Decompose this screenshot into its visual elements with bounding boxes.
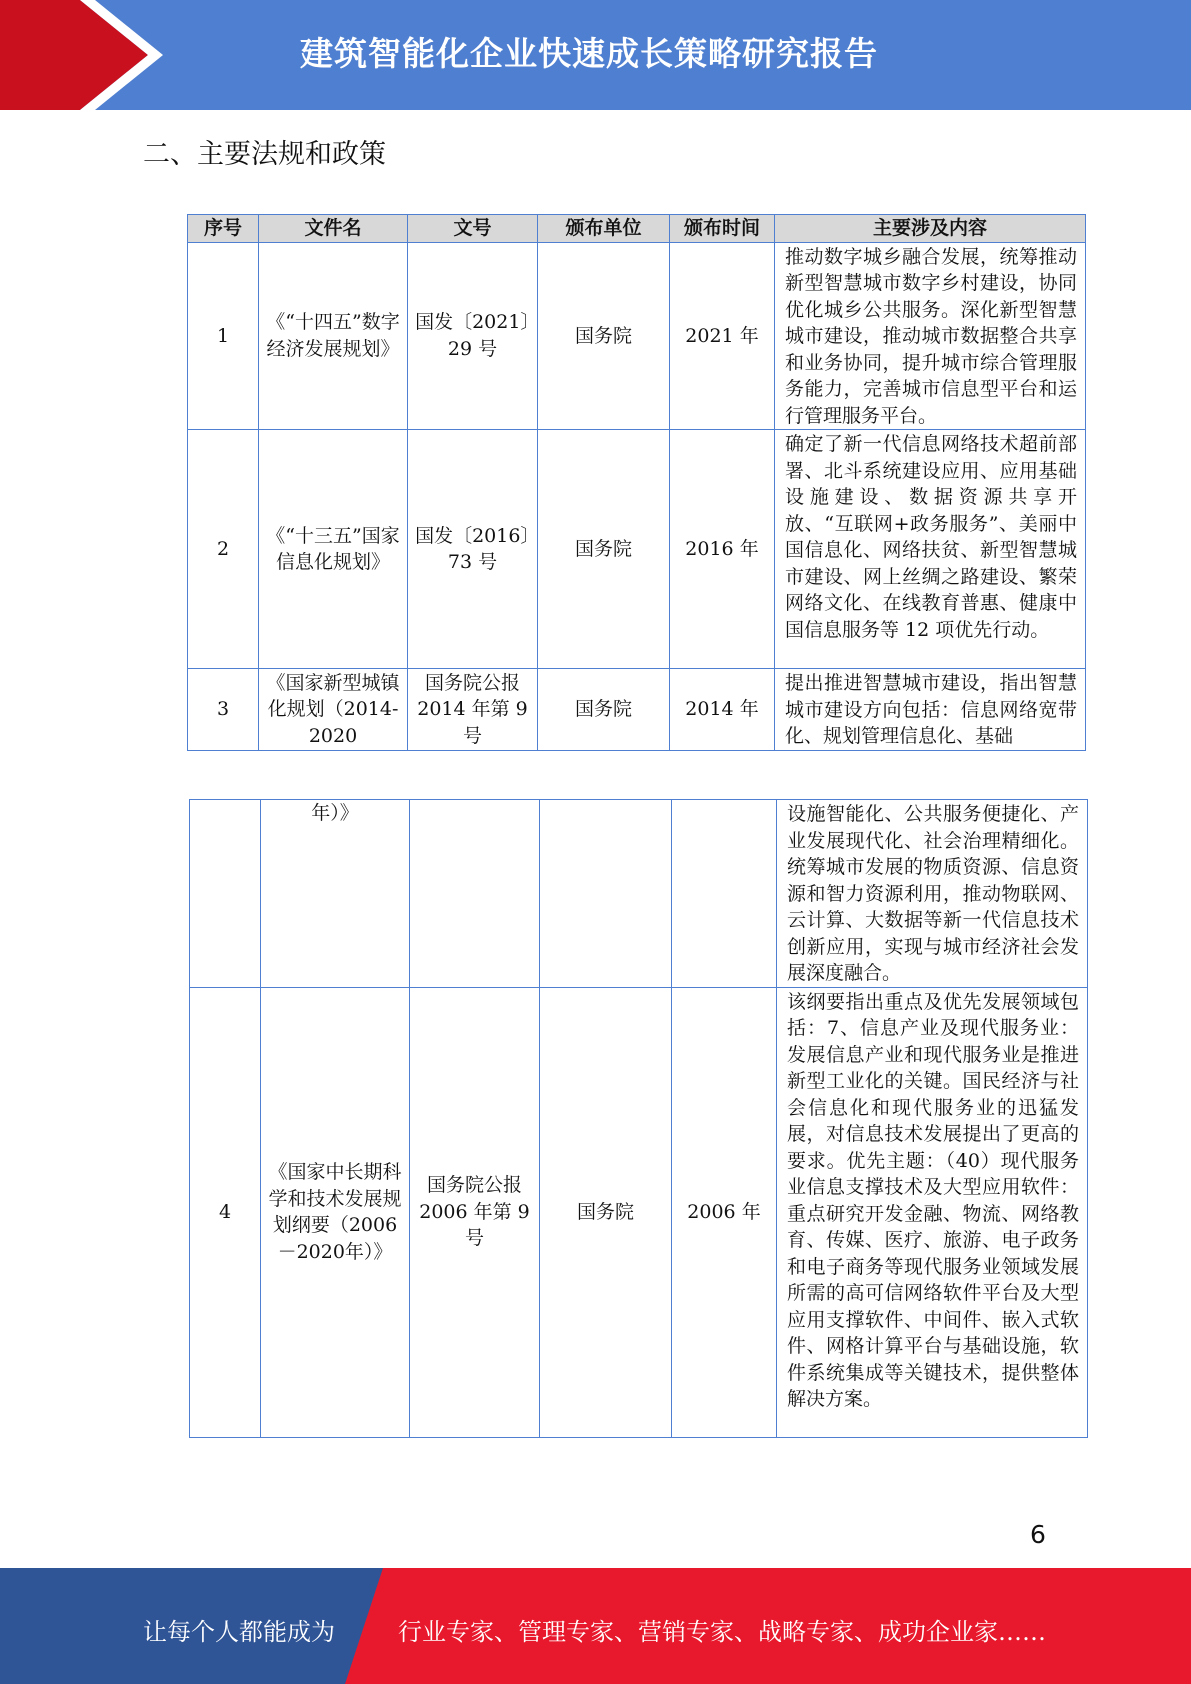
document-number: 国务院公报 2006 年第 9 号 [410,987,540,1437]
column-header: 文号 [408,215,538,243]
row-number: 3 [188,669,259,751]
document-name: 《国家中长期科学和技术发展规划纲要（2006－2020年）》 [261,987,410,1437]
document-number: 国务院公报 2014 年第 9 号 [408,669,538,751]
column-header: 颁布时间 [670,215,775,243]
issuer: 国务院 [538,430,670,669]
document-name: 《国家新型城镇化规划（2014-2020 [259,669,408,751]
issue-date: 2016 年 [670,430,775,669]
document-name: 《“十四五”数字经济发展规划》 [259,242,408,430]
issue-date [672,800,777,988]
table-row [190,987,1088,1437]
document-name: 《“十三五”国家信息化规划》 [259,430,408,669]
issuer: 国务院 [538,242,670,430]
policy-table-continued [189,799,1088,1438]
table-row [188,669,1086,751]
issue-date: 2021 年 [670,242,775,430]
issuer: 国务院 [538,669,670,751]
main-content: 设施智能化、公共服务便捷化、产业发展现代化、社会治理精细化。统筹城市发展的物质资源、信息资源和智力资源利用，推动物联网、云计算、大数据等新一代信息技术创新应用，实现与城市经济社会发展深度融合。 [777,800,1088,988]
footer-slogan-left: 让每个人都能成为 [143,1618,335,1646]
row-number: 1 [188,242,259,430]
main-content: 该纲要指出重点及优先发展领域包括：7、信息产业及现代服务业：发展信息产业和现代服务业是推进新型工业化的关键。国民经济与社会信息化和现代服务业的迅猛发展，对信息技术发展提出了更高的要求。优先主题：（40）现代服务业信息支撑技术及大型应用软件：重点研究开发金融、物流、网络教育、传媒、医疗、旅游、电子政务和电子商务等现代服务业领域发展所需的高可信网络软件平台及大型应用支撑软件、中间件、嵌入式软件、网格计算平台与基础设施，软件系统集成等关键技术，提供整体解决方案。 [777,987,1088,1437]
report-title: 建筑智能化企业快速成长策略研究报告 [300,34,878,73]
issuer [540,800,672,988]
footer-slogan-right: 行业专家、管理专家、营销专家、战略专家、成功企业家…… [398,1618,1046,1646]
page-header [0,0,1191,110]
issuer: 国务院 [540,987,672,1437]
section-heading: 二、主要法规和政策 [143,139,386,170]
column-header: 主要涉及内容 [775,215,1086,243]
issue-date: 2006 年 [672,987,777,1437]
document-number: 国发〔2016〕73 号 [408,430,538,669]
policy-table [187,214,1086,751]
document-number [410,800,540,988]
page-footer [0,1568,1191,1684]
row-number [190,800,261,988]
document-name: 年）》 [261,800,410,988]
column-header: 文件名 [259,215,408,243]
table-header-row [188,215,1086,243]
main-content: 提出推进智慧城市建设，指出智慧城市建设方向包括：信息网络宽带化、规划管理信息化、基础 [775,669,1086,751]
column-header: 序号 [188,215,259,243]
issue-date: 2014 年 [670,669,775,751]
column-header: 颁布单位 [538,215,670,243]
page-number: 6 [1030,1520,1046,1549]
table-row [188,430,1086,669]
row-number: 2 [188,430,259,669]
table-row [188,242,1086,430]
row-number: 4 [190,987,261,1437]
document-number: 国发〔2021〕29 号 [408,242,538,430]
table-row [190,800,1088,988]
main-content: 推动数字城乡融合发展，统筹推动新型智慧城市数字乡村建设，协同优化城乡公共服务。深化新型智慧城市建设，推动城市数据整合共享和业务协同，提升城市综合管理服务能力，完善城市信息型平台和运行管理服务平台。 [775,242,1086,430]
main-content: 确定了新一代信息网络技术超前部署、北斗系统建设应用、应用基础设施建设、数据资源共享开放、“互联网+政务服务”、美丽中国信息化、网络扶贫、新型智慧城市建设、网上丝绸之路建设、繁荣网络文化、在线教育普惠、健康中国信息服务等 12 项优先行动。 [775,430,1086,669]
